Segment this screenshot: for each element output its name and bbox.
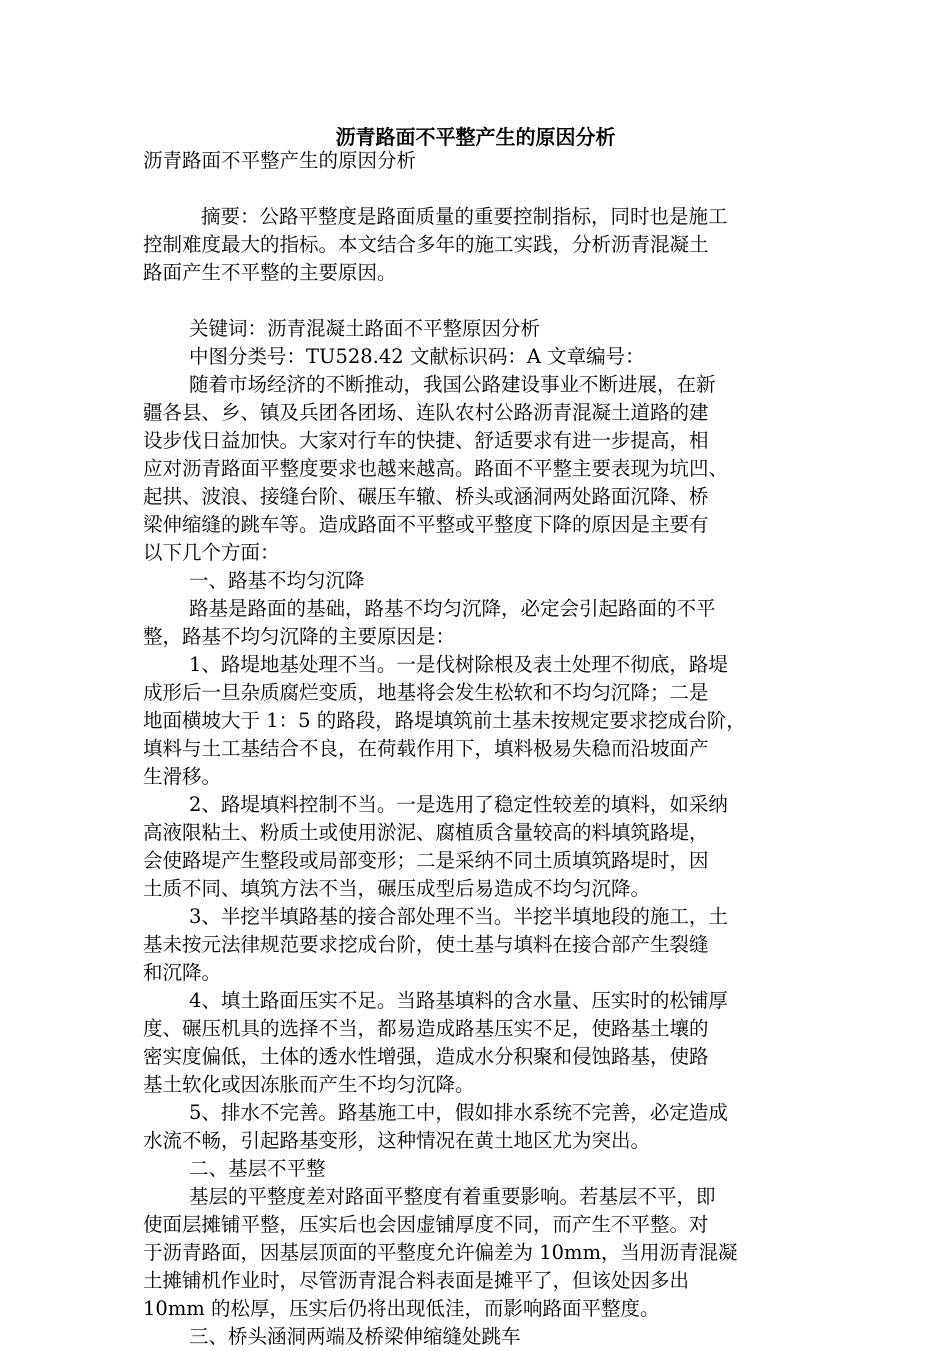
subtitle-line: 沥青路面不平整产生的原因分析: [143, 149, 417, 172]
paragraph-line: 应对沥青路面平整度要求也越来越高。路面不平整主要表现为坑凹、: [143, 457, 729, 480]
paragraph-line: 高液限粘土、粉质土或使用淤泥、腐植质含量较高的料填筑路堤，: [143, 821, 709, 844]
paragraph-line: 填料与土工基结合不良，在荷载作用下，填料极易失稳而沿坡面产: [143, 737, 709, 760]
paragraph-line: 使面层摊铺平整，压实后也会因虚铺厚度不同，而产生不平整。对: [143, 1213, 709, 1236]
paragraph-line: 以下几个方面：: [143, 541, 280, 564]
paragraph-line: 4、填土路面压实不足。当路基填料的含水量、压实时的松铺厚: [189, 989, 728, 1012]
paragraph-line: 成形后一旦杂质腐烂变质，地基将会发生松软和不均匀沉降；二是: [143, 681, 709, 704]
paragraph-line: 梁伸缩缝的跳车等。造成路面不平整或平整度下降的原因是主要有: [143, 513, 709, 536]
paragraph-line: 3、半挖半填路基的接合部处理不当。半挖半填地段的施工，土: [189, 905, 728, 928]
paragraph-line: 地面横坡大于 1：5 的路段，路堤填筑前土基未按规定要求挖成台阶，: [143, 709, 746, 732]
paragraph-line: 疆各县、乡、镇及兵团各团场、连队农村公路沥青混凝土道路的建: [143, 401, 709, 424]
blank-line: [143, 175, 808, 203]
paragraph-line: 整，路基不均匀沉降的主要原因是：: [143, 625, 456, 648]
paragraph-line: 随着市场经济的不断推动，我国公路建设事业不断进展，在新: [189, 373, 716, 396]
blank-line: [143, 287, 808, 315]
section-heading: 一、路基不均匀沉降: [189, 569, 365, 592]
paragraph-line: 5、排水不完善。路基施工中，假如排水系统不完善，必定造成: [189, 1101, 728, 1124]
paragraph-line: 密实度偏低，土体的透水性增强，造成水分积聚和侵蚀路基，使路: [143, 1045, 709, 1068]
paragraph-line: 于沥青路面，因基层顶面的平整度允许偏差为 10mm，当用沥青混凝: [143, 1241, 738, 1264]
paragraph-line: 起拱、波浪、接缝台阶、碾压车辙、桥头或涵洞两处路面沉降、桥: [143, 485, 709, 508]
abstract-line: 路面产生不平整的主要原因。: [143, 261, 397, 284]
abstract-line: 控制难度最大的指标。本文结合多年的施工实践，分析沥青混凝土: [143, 233, 709, 256]
keywords-line: 关键词：沥青混凝土路面不平整原因分析: [189, 317, 541, 340]
section-heading: 三、桥头涵洞两端及桥梁伸缩缝处跳车: [189, 1325, 521, 1348]
paragraph-line: 基层的平整度差对路面平整度有着重要影响。若基层不平，即: [189, 1185, 716, 1208]
paragraph-line: 土摊铺机作业时，尽管沥青混合料表面是摊平了，但该处因多出: [143, 1269, 690, 1292]
paragraph-line: 基土软化或因冻胀而产生不均匀沉降。: [143, 1073, 475, 1096]
paragraph-line: 会使路堤产生整段或局部变形；二是采纳不同土质填筑路堤时，因: [143, 849, 709, 872]
paragraph-line: 1、路堤地基处理不当。一是伐树除根及表土处理不彻底，路堤: [189, 653, 728, 676]
document-title: 沥青路面不平整产生的原因分析: [335, 125, 616, 149]
paragraph-line: 生滑移。: [143, 765, 222, 788]
document-body: [143, 147, 808, 1351]
paragraph-line: 10mm 的松厚，压实后仍将出现低洼，而影响路面平整度。: [143, 1297, 660, 1320]
paragraph-line: 2、路堤填料控制不当。一是选用了稳定性较差的填料，如采纳: [189, 793, 728, 816]
abstract-line: 摘要：公路平整度是路面质量的重要控制指标，同时也是施工: [201, 205, 728, 228]
paragraph-line: 路基是路面的基础，路基不均匀沉降，必定会引起路面的不平: [189, 597, 716, 620]
paragraph-line: 土质不同、填筑方法不当，碾压成型后易造成不均匀沉降。: [143, 877, 651, 900]
classification-line: 中图分类号：TU528.42 文献标识码：A 文章编号：: [189, 345, 645, 368]
paragraph-line: 和沉降。: [143, 961, 222, 984]
paragraph-line: 基未按元法律规范要求挖成台阶，使土基与填料在接合部产生裂缝: [143, 933, 709, 956]
paragraph-line: 水流不畅，引起路基变形，这种情况在黄土地区尤为突出。: [143, 1129, 651, 1152]
paragraph-line: 度、碾压机具的选择不当，都易造成路基压实不足，使路基土壤的: [143, 1017, 709, 1040]
paragraph-line: 设步伐日益加快。大家对行车的快捷、舒适要求有进一步提高，相: [143, 429, 709, 452]
section-heading: 二、基层不平整: [189, 1157, 326, 1180]
